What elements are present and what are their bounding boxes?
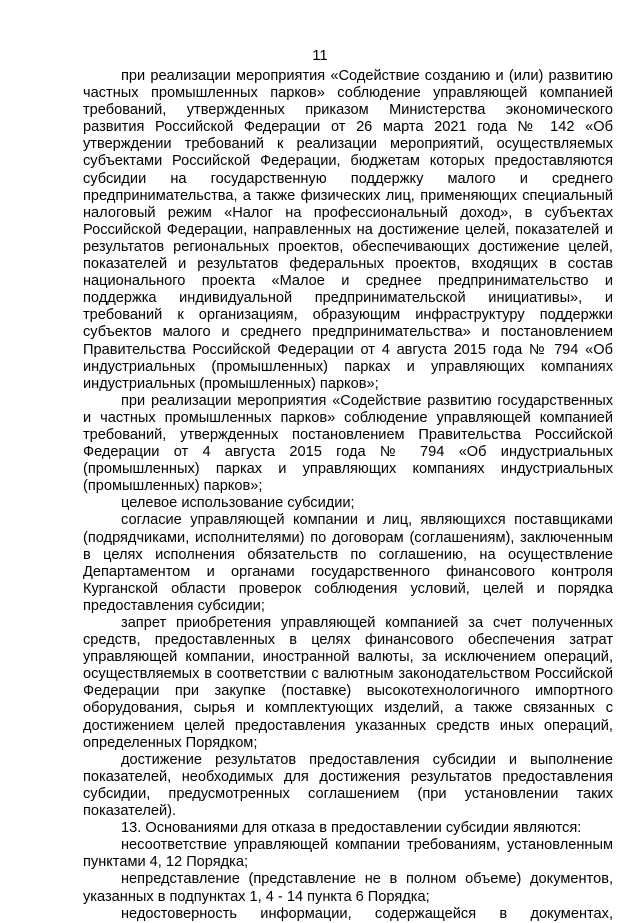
paragraph-noncompliance: несоответствие управляющей компании требованиям, установленным пунктами 4, 12 Порядка; [83,837,613,871]
page-number: 11 [312,47,328,64]
document-body [83,68,613,923]
paragraph-target-use: целевое использование субсидии; [121,495,355,512]
paragraph-missing-documents: непредставление (представление не в полном объеме) документов, указанных в подпунктах 1, 4 - 14 пункта 6 Порядка; [83,871,613,905]
paragraph-unreliable-info: недостоверность информации, содержащейся в документах, [121,905,613,922]
paragraph-results-achievement: достижение результатов предоставления субсидии и выполнение показателей, необходимых для достижения результатов предоставления субсидии, предусмотренных соглашением (при установлении таких показателей). [83,751,613,820]
paragraph-consent-inspections: согласие управляющей компании и лиц, являющихся поставщиками (подрядчиками, исполнителями) по договорам (соглашениям), заключенным в целях исполнения обязательств по соглашению, на осуществление Департаментом и органами государственного финансового контроля Курганской области проверок соблюдения условий, целей и порядка предоставления субсидии; [83,512,613,614]
paragraph-industrial-parks-state: при реализации мероприятия «Содействие развитию государственных и частных промышленных парков» соблюдение управляющей компанией требований, утвержденных постановлением Правительства Российской Федерации от 4 августа 2015 года № 794 «Об индустриальных (промышленных) парках и управляющих компаниях индустриальных (промышленных) парков»; [83,392,613,495]
paragraph-industrial-parks-private: при реализации мероприятия «Содействие созданию и (или) развитию частных промышленных парков» соблюдение управляющей компанией требований, утвержденных приказом Министерства экономического развития Российской Федерации от 26 марта 2021 года № 142 «Об утверждении требований к реализации мероприятий, осуществляемых субъектами Российской Федерации, бюджетам которых предоставляются субсидии на государственную поддержку малого и среднего предпринимательства, а также физических лиц, применяющих специальный налоговый режим «Налог на профессиональный доход», в субъектах Российской Федерации, направленных на достижение целей, показателей и результатов региональных проектов, обеспечивающих достижение целей, показателей и результатов федеральных проектов, входящих в состав национального проекта «Малое и среднее предпринимательство и поддержка индивидуальной предпринимательской инициативы», и требований к организациям, образующим инфраструктуру поддержки субъектов малого и среднего предпринимательства» и постановлением Правительства Российской Федерации от 4 августа 2015 года № 794 «Об индустриальных (промышленных) парках и управляющих компаниях индустриальных (промышленных) парков»; [83,68,613,392]
paragraph-currency-ban: запрет приобретения управляющей компанией за счет полученных средств, предоставленных в целях финансового обеспечения затрат управляющей компании, иностранной валюты, за исключением операций, осуществляемых в соответствии с валютным законодательством Российской Федерации при закупке (поставке) высокотехнологичного импортного оборудования, сырья и комплектующих изделий, а также связанных с достижением целей предоставления указанных средств иных операций, определенных Порядком; [83,615,613,751]
paragraph-refusal-grounds: 13. Основаниями для отказа в предоставлении субсидии являются: [121,820,582,837]
